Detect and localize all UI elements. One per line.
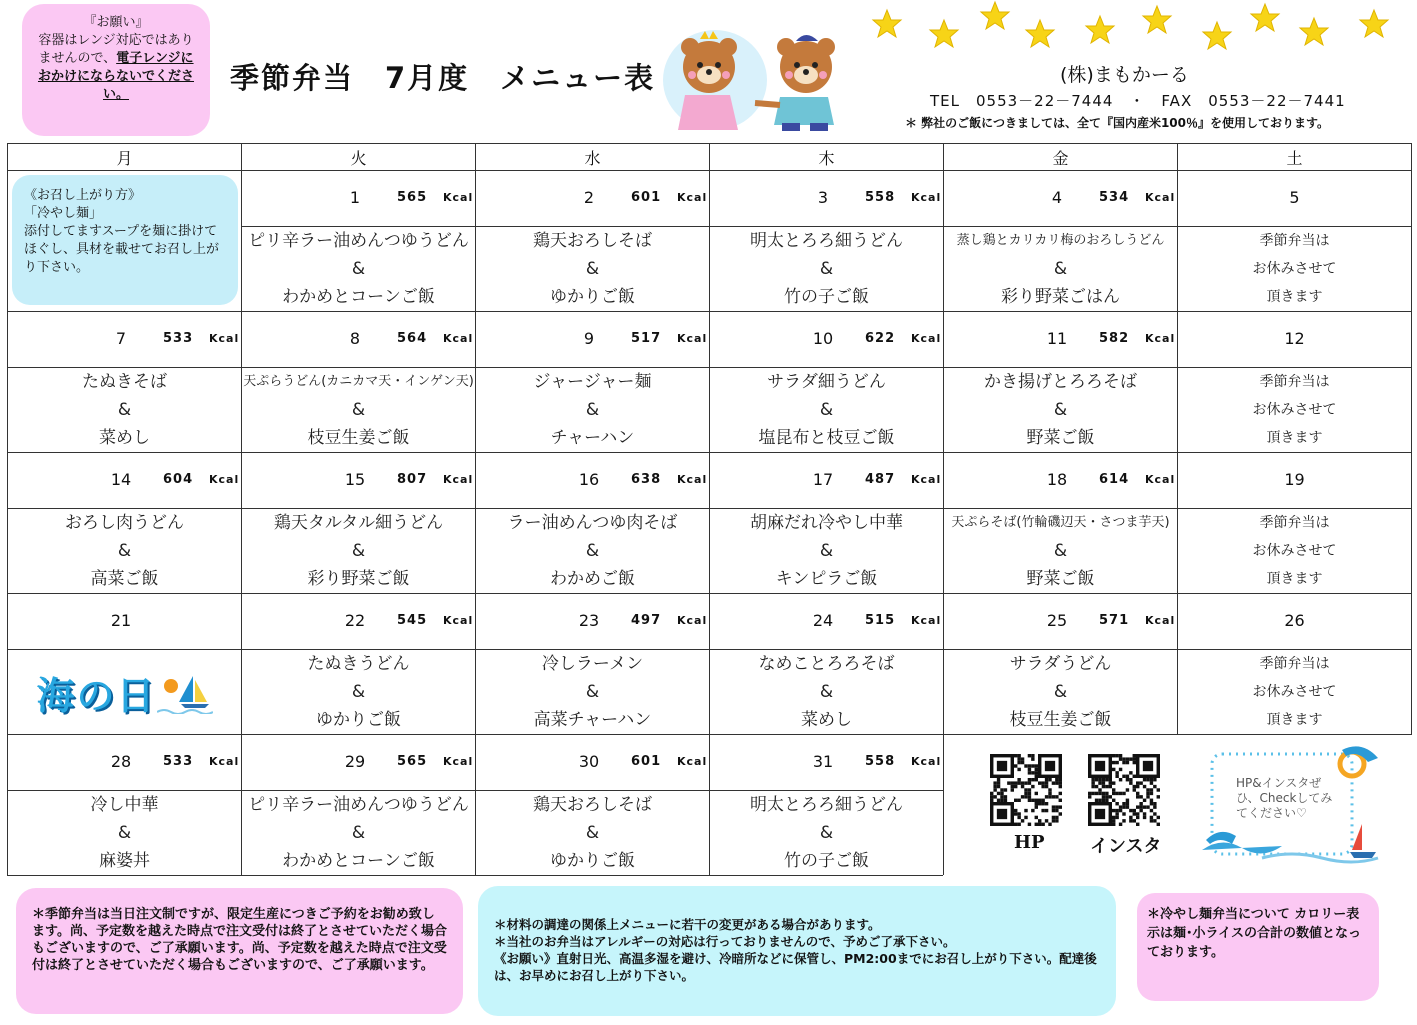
- kcal-value: 604: [163, 472, 194, 487]
- holiday-line: お休みさせて: [1252, 261, 1337, 277]
- date-cell: [710, 312, 944, 368]
- menu-side-dish: 塩昆布と枝豆ご飯: [758, 428, 895, 448]
- menu-main-dish: 冷しラーメン: [541, 654, 644, 674]
- holiday-line: お休みさせて: [1252, 684, 1337, 700]
- day-number: 19: [1284, 470, 1305, 489]
- menu-ampersand: &: [819, 682, 834, 702]
- hp-label: HP: [1014, 831, 1045, 853]
- menu-side-dish: ゆかりご飯: [550, 851, 635, 871]
- kcal-unit: Kcal: [911, 614, 942, 627]
- date-cell: [710, 453, 944, 509]
- request-note: [22, 4, 210, 136]
- kcal-unit: Kcal: [443, 191, 474, 204]
- qr-cell: [944, 735, 1412, 876]
- day-number: 31: [812, 752, 834, 771]
- holiday-line: 季節弁当は: [1259, 515, 1330, 531]
- kcal-unit: Kcal: [911, 755, 942, 768]
- menu-ampersand: &: [819, 259, 834, 279]
- kcal-value: 517: [631, 331, 662, 346]
- menu-side-dish: 高菜チャーハン: [533, 710, 652, 730]
- menu-ampersand: &: [351, 400, 366, 420]
- holiday-line: 季節弁当は: [1259, 656, 1330, 672]
- kcal-value: 614: [1099, 472, 1130, 487]
- date-kcal: [944, 312, 1177, 367]
- menu-side-dish: ゆかりご飯: [316, 710, 401, 730]
- menu-main-dish: ピリ辛ラー油めんつゆうどん: [248, 795, 469, 815]
- general-notes: [478, 886, 1116, 1016]
- date-cell: [476, 171, 710, 227]
- menu-side-dish: キンピラご飯: [775, 569, 878, 589]
- menu-cell: [476, 368, 710, 453]
- date-cell: [242, 735, 476, 791]
- week-2-date-row: [8, 312, 1412, 368]
- kcal-unit: Kcal: [677, 473, 708, 486]
- tanabata-bears-illustration: [660, 25, 860, 133]
- date-cell: [8, 453, 242, 509]
- kcal-unit: Kcal: [1145, 332, 1176, 345]
- holiday-line: 季節弁当は: [1259, 374, 1330, 390]
- kcal-unit: Kcal: [209, 755, 240, 768]
- kcal-value: 807: [397, 472, 428, 487]
- menu-cell: [476, 791, 710, 876]
- menu-cell: [710, 227, 944, 312]
- menu-ampersand: &: [351, 541, 366, 561]
- menu-ampersand: &: [1053, 400, 1068, 420]
- day-number: 24: [812, 611, 834, 630]
- kcal-unit: Kcal: [911, 332, 942, 345]
- menu-cell: [944, 650, 1178, 735]
- kcal-value: 564: [397, 331, 428, 346]
- menu-ampersand: &: [351, 682, 366, 702]
- date-cell: [476, 594, 710, 650]
- date-kcal: [710, 312, 943, 367]
- date-kcal: [242, 453, 475, 508]
- kcal-unit: Kcal: [677, 191, 708, 204]
- kcal-unit: Kcal: [1145, 473, 1176, 486]
- sns-invite-text: HP&インスタぜひ、Checkしてみてください♡: [1236, 775, 1333, 820]
- menu-side-dish: 高菜ご飯: [90, 569, 159, 589]
- menu-side-dish: 彩り野菜ごはん: [1001, 287, 1120, 307]
- menu-side-dish: ゆかりご飯: [550, 287, 635, 307]
- menu-ampersand: &: [585, 682, 600, 702]
- kcal-unit: Kcal: [911, 191, 942, 204]
- request-note-emphasis: 電子レンジにおかけにならないでください。: [37, 51, 194, 102]
- menu-cell: [944, 509, 1178, 594]
- menu-ampersand: &: [117, 823, 132, 843]
- request-note-text: 容器はレンジ対応ではありませんので、電子レンジにおかけにならないでください。: [37, 33, 194, 102]
- menu-main-dish: 天ぷらうどん(カニカマ天・インゲン天): [243, 374, 474, 389]
- weekday-tue: 火: [242, 144, 476, 171]
- date-cell: [476, 735, 710, 791]
- kcal-unit: Kcal: [443, 755, 474, 768]
- kcal-unit: Kcal: [911, 473, 942, 486]
- day-number: 8: [349, 329, 361, 348]
- kcal-value: 515: [865, 613, 896, 628]
- howto-box: [12, 175, 238, 305]
- date-kcal: [476, 312, 709, 367]
- kcal-unit: Kcal: [677, 755, 708, 768]
- menu-ampersand: &: [1053, 541, 1068, 561]
- holiday-line: 頂きます: [1266, 430, 1323, 446]
- menu-side-dish: 竹の子ご飯: [784, 851, 869, 871]
- day-number: 2: [583, 188, 595, 207]
- date-cell: [476, 312, 710, 368]
- kcal-unit: Kcal: [209, 473, 240, 486]
- instagram-qr-code[interactable]: [1088, 752, 1160, 828]
- menu-cell: [476, 650, 710, 735]
- menu-main-dish: なめことろろそば: [758, 654, 895, 674]
- company-name: (株)まもかーる: [1060, 64, 1189, 86]
- kcal-value: 534: [1099, 190, 1130, 205]
- holiday-line: 頂きます: [1266, 571, 1323, 587]
- menu-cell: [710, 791, 944, 876]
- day-number: 15: [344, 470, 366, 489]
- menu-side-dish: 菜めし: [99, 428, 150, 448]
- menu-main-dish: 鶏天タルタル細うどん: [273, 513, 444, 533]
- menu-side-dish: チャーハン: [550, 428, 635, 448]
- day-number: 28: [110, 752, 132, 771]
- menu-side-dish: 麻婆丼: [99, 851, 150, 871]
- kcal-value: 487: [865, 472, 896, 487]
- day-number: 17: [812, 470, 834, 489]
- menu-side-dish: 枝豆生姜ご飯: [307, 428, 410, 448]
- umi-no-hi-banner: [8, 650, 241, 734]
- kcal-value: 565: [397, 190, 428, 205]
- menu-cell: [710, 650, 944, 735]
- week-3-date-row: [8, 453, 1412, 509]
- instagram-label: インスタ: [1090, 835, 1162, 857]
- date-kcal: [1178, 312, 1411, 367]
- tel-fax: TEL 0553－22－7444 ・ FAX 0553－22－7441: [930, 92, 1346, 110]
- menu-main-dish: 天ぷらそば(竹輪磯辺天・さつま芋天): [951, 515, 1170, 530]
- kcal-value: 622: [865, 331, 896, 346]
- date-kcal: [1178, 594, 1411, 649]
- menu-cell: [8, 368, 242, 453]
- date-kcal: [476, 735, 709, 790]
- day-number: 14: [110, 470, 132, 489]
- menu-cell: [242, 791, 476, 876]
- menu-cell: [242, 509, 476, 594]
- kcal-unit: Kcal: [1145, 191, 1176, 204]
- howto-subtitle: 「冷やし麺」: [24, 206, 103, 221]
- day-number: 23: [578, 611, 600, 630]
- date-cell: [242, 594, 476, 650]
- date-cell: [944, 171, 1178, 227]
- kcal-value: 571: [1099, 613, 1130, 628]
- kcal-value: 558: [865, 754, 896, 769]
- date-cell: [242, 453, 476, 509]
- date-kcal: [710, 453, 943, 508]
- day-number: 5: [1289, 188, 1300, 207]
- day-number: 22: [344, 611, 366, 630]
- menu-main-dish: ピリ辛ラー油めんつゆうどん: [248, 231, 469, 251]
- menu-side-dish: 彩り野菜ご飯: [307, 569, 410, 589]
- menu-main-dish: 鶏天おろしそば: [533, 795, 652, 815]
- menu-ampersand: &: [585, 259, 600, 279]
- kcal-value: 638: [631, 472, 662, 487]
- howto-cell: [8, 171, 242, 312]
- menu-cell: [710, 368, 944, 453]
- menu-side-dish: わかめとコーンご飯: [282, 851, 435, 871]
- menu-cell: [1178, 368, 1412, 453]
- day-number: 21: [110, 611, 132, 630]
- date-kcal: [710, 171, 943, 226]
- day-number: 16: [578, 470, 600, 489]
- menu-main-dish: 明太とろろ細うどん: [750, 231, 903, 251]
- date-cell: [242, 312, 476, 368]
- date-cell: [476, 453, 710, 509]
- holiday-line: 季節弁当は: [1259, 233, 1330, 249]
- day-number: 26: [1284, 611, 1305, 630]
- day-number: 11: [1046, 329, 1068, 348]
- menu-cell: [944, 227, 1178, 312]
- allergy-note: ＊当社のお弁当はアレルギーの対応は行っておりませんので、予めご了承下さい。: [494, 934, 956, 949]
- menu-side-dish: わかめとコーンご飯: [282, 287, 435, 307]
- menu-cell: [476, 509, 710, 594]
- date-kcal: [8, 453, 241, 508]
- menu-side-dish: わかめご飯: [550, 569, 635, 589]
- sun-sailboat-icon: [157, 670, 213, 714]
- date-cell: [1178, 171, 1412, 227]
- day-number: 12: [1284, 329, 1305, 348]
- menu-ampersand: &: [585, 541, 600, 561]
- date-cell: [1178, 453, 1412, 509]
- kcal-value: 558: [865, 190, 896, 205]
- menu-side-dish: 竹の子ご飯: [784, 287, 869, 307]
- weekday-header-row: [8, 144, 1412, 171]
- week-5-date-row: [8, 735, 1412, 791]
- menu-ampersand: &: [585, 823, 600, 843]
- day-number: 10: [812, 329, 834, 348]
- date-kcal: [242, 171, 475, 226]
- week-4-menu-row: [8, 650, 1412, 735]
- kcal-unit: Kcal: [443, 614, 474, 627]
- day-number: 30: [578, 752, 600, 771]
- request-note-title: 『お願い』: [83, 15, 149, 30]
- weekday-sat: 土: [1178, 144, 1412, 171]
- date-kcal: [476, 171, 709, 226]
- day-number: 18: [1046, 470, 1068, 489]
- kcal-unit: Kcal: [209, 332, 240, 345]
- date-cell: [1178, 594, 1412, 650]
- menu-ampersand: &: [819, 400, 834, 420]
- menu-cell: [8, 650, 242, 735]
- menu-cell: [242, 650, 476, 735]
- weekday-mon: 月: [8, 144, 242, 171]
- menu-ampersand: &: [1053, 259, 1068, 279]
- day-number: 29: [344, 752, 366, 771]
- menu-main-dish: 胡麻だれ冷やし中華: [750, 513, 903, 533]
- menu-ampersand: &: [351, 259, 366, 279]
- week-3-menu-row: [8, 509, 1412, 594]
- menu-cell: [1178, 509, 1412, 594]
- date-kcal: [944, 453, 1177, 508]
- date-cell: [8, 735, 242, 791]
- menu-cell: [1178, 650, 1412, 735]
- menu-ampersand: &: [117, 400, 132, 420]
- menu-main-dish: 明太とろろ細うどん: [750, 795, 903, 815]
- menu-ampersand: &: [117, 541, 132, 561]
- date-kcal: [242, 312, 475, 367]
- menu-side-dish: 枝豆生姜ご飯: [1009, 710, 1112, 730]
- kcal-value: 497: [631, 613, 662, 628]
- date-cell: [1178, 312, 1412, 368]
- kcal-value: 601: [631, 754, 662, 769]
- menu-cell: [476, 227, 710, 312]
- menu-cell: [242, 227, 476, 312]
- menu-main-dish: たぬきそば: [82, 372, 167, 392]
- date-cell: [710, 171, 944, 227]
- kcal-unit: Kcal: [443, 473, 474, 486]
- menu-cell: [242, 368, 476, 453]
- menu-main-dish: かき揚げとろろそば: [984, 372, 1137, 392]
- weekday-thu: 木: [710, 144, 944, 171]
- date-kcal: [476, 594, 709, 649]
- weekday-fri: 金: [944, 144, 1178, 171]
- date-kcal: [710, 594, 943, 649]
- menu-main-dish: サラダ細うどん: [767, 372, 886, 392]
- kcal-unit: Kcal: [677, 332, 708, 345]
- howto-title: 《お召し上がり方》: [24, 188, 142, 203]
- kcal-value: 582: [1099, 331, 1130, 346]
- holiday-line: 頂きます: [1266, 289, 1323, 305]
- advance-order-note: ＊季節弁当は当日注文制ですが、限定生産につきご予約をお勧め致します。尚、予定数を越えた時点で注文受付は終了とさせていただく場合もございますので、ご了承願います。尚、予定数を越えた時点で注文受付は終了とさせていただく場合もございますので、ご了承願います。: [16, 888, 463, 1014]
- menu-main-dish: 蒸し鶏とカリカリ梅のおろしうどん: [956, 233, 1165, 248]
- date-kcal: [242, 735, 475, 790]
- stars-decoration: [862, 0, 1417, 55]
- date-kcal: [1178, 171, 1411, 226]
- date-cell: [944, 594, 1178, 650]
- week-4-date-row: [8, 594, 1412, 650]
- date-cell: [710, 735, 944, 791]
- date-cell: [8, 594, 242, 650]
- date-kcal: [476, 453, 709, 508]
- menu-main-dish: サラダうどん: [1009, 654, 1112, 674]
- menu-ampersand: &: [819, 823, 834, 843]
- date-kcal: [944, 594, 1177, 649]
- kcal-unit: Kcal: [443, 332, 474, 345]
- date-kcal: [1178, 453, 1411, 508]
- holiday-line: お休みさせて: [1252, 543, 1337, 559]
- day-number: 25: [1046, 611, 1068, 630]
- date-kcal: [8, 735, 241, 790]
- umi-no-hi-text: 海の日: [36, 673, 157, 718]
- date-cell: [710, 594, 944, 650]
- menu-ampersand: &: [585, 400, 600, 420]
- kcal-value: 533: [163, 331, 194, 346]
- holiday-line: お休みさせて: [1252, 402, 1337, 418]
- week-1-date-row: [8, 171, 1412, 227]
- date-cell: [944, 312, 1178, 368]
- week-2-menu-row: [8, 368, 1412, 453]
- date-kcal: [8, 312, 241, 367]
- menu-side-dish: 野菜ご飯: [1026, 428, 1095, 448]
- date-kcal: [944, 171, 1177, 226]
- menu-ampersand: &: [819, 541, 834, 561]
- kcal-value: 533: [163, 754, 194, 769]
- menu-main-dish: 冷し中華: [90, 795, 159, 815]
- kcal-value: 601: [631, 190, 662, 205]
- day-number: 1: [349, 188, 361, 207]
- menu-main-dish: 鶏天おろしそば: [533, 231, 652, 251]
- menu-main-dish: ジャージャー麺: [533, 372, 652, 392]
- menu-main-dish: おろし肉うどん: [65, 513, 184, 533]
- kcal-value: 545: [397, 613, 428, 628]
- day-number: 7: [115, 329, 127, 348]
- weekday-wed: 水: [476, 144, 710, 171]
- qr-area: [944, 736, 1411, 875]
- day-number: 4: [1051, 188, 1063, 207]
- menu-ampersand: &: [351, 823, 366, 843]
- date-cell: [242, 171, 476, 227]
- menu-side-dish: 野菜ご飯: [1026, 569, 1095, 589]
- holiday-line: 頂きます: [1266, 712, 1323, 728]
- kcal-value: 565: [397, 754, 428, 769]
- page-title: 季節弁当 7月度 メニュー表: [230, 61, 656, 95]
- kcal-unit: Kcal: [677, 614, 708, 627]
- menu-calendar: [7, 143, 1412, 876]
- date-kcal: [8, 594, 241, 649]
- howto-text: 添付してますスープを麺に掛けてほぐし、具材を載せてお召し上がり下さい。: [24, 224, 220, 275]
- kcal-unit: Kcal: [1145, 614, 1176, 627]
- menu-cell: [1178, 227, 1412, 312]
- day-number: 3: [817, 188, 829, 207]
- menu-ampersand: &: [1053, 682, 1068, 702]
- menu-cell: [8, 509, 242, 594]
- cold-noodle-calorie-note: ＊冷やし麺弁当について カロリー表示は麺･小ライスの合計の数値となっております。: [1137, 893, 1379, 1001]
- storage-note: 《お願い》直射日光、高温多湿を避け、冷暗所などに保管し、PM2:00までにお召し上がり下さい。配達後は、お早めにお召し上がり下さい。: [494, 951, 1097, 983]
- date-cell: [944, 453, 1178, 509]
- date-kcal: [242, 594, 475, 649]
- day-number: 9: [583, 329, 595, 348]
- menu-main-dish: たぬきうどん: [307, 654, 410, 674]
- menu-side-dish: 菜めし: [801, 710, 852, 730]
- menu-cell: [710, 509, 944, 594]
- menu-main-dish: ラー油めんつゆ肉そば: [507, 513, 678, 533]
- rice-note: ＊ 弊社のご飯につきましては、全て『国内産米100％』を使用しております。: [905, 116, 1330, 130]
- hp-qr-code[interactable]: [990, 752, 1062, 828]
- date-cell: [8, 312, 242, 368]
- menu-cell: [8, 791, 242, 876]
- menu-cell: [944, 368, 1178, 453]
- menu-change-note: ＊材料の調達の関係上メニューに若干の変更がある場合があります。: [494, 917, 881, 932]
- date-kcal: [710, 735, 943, 790]
